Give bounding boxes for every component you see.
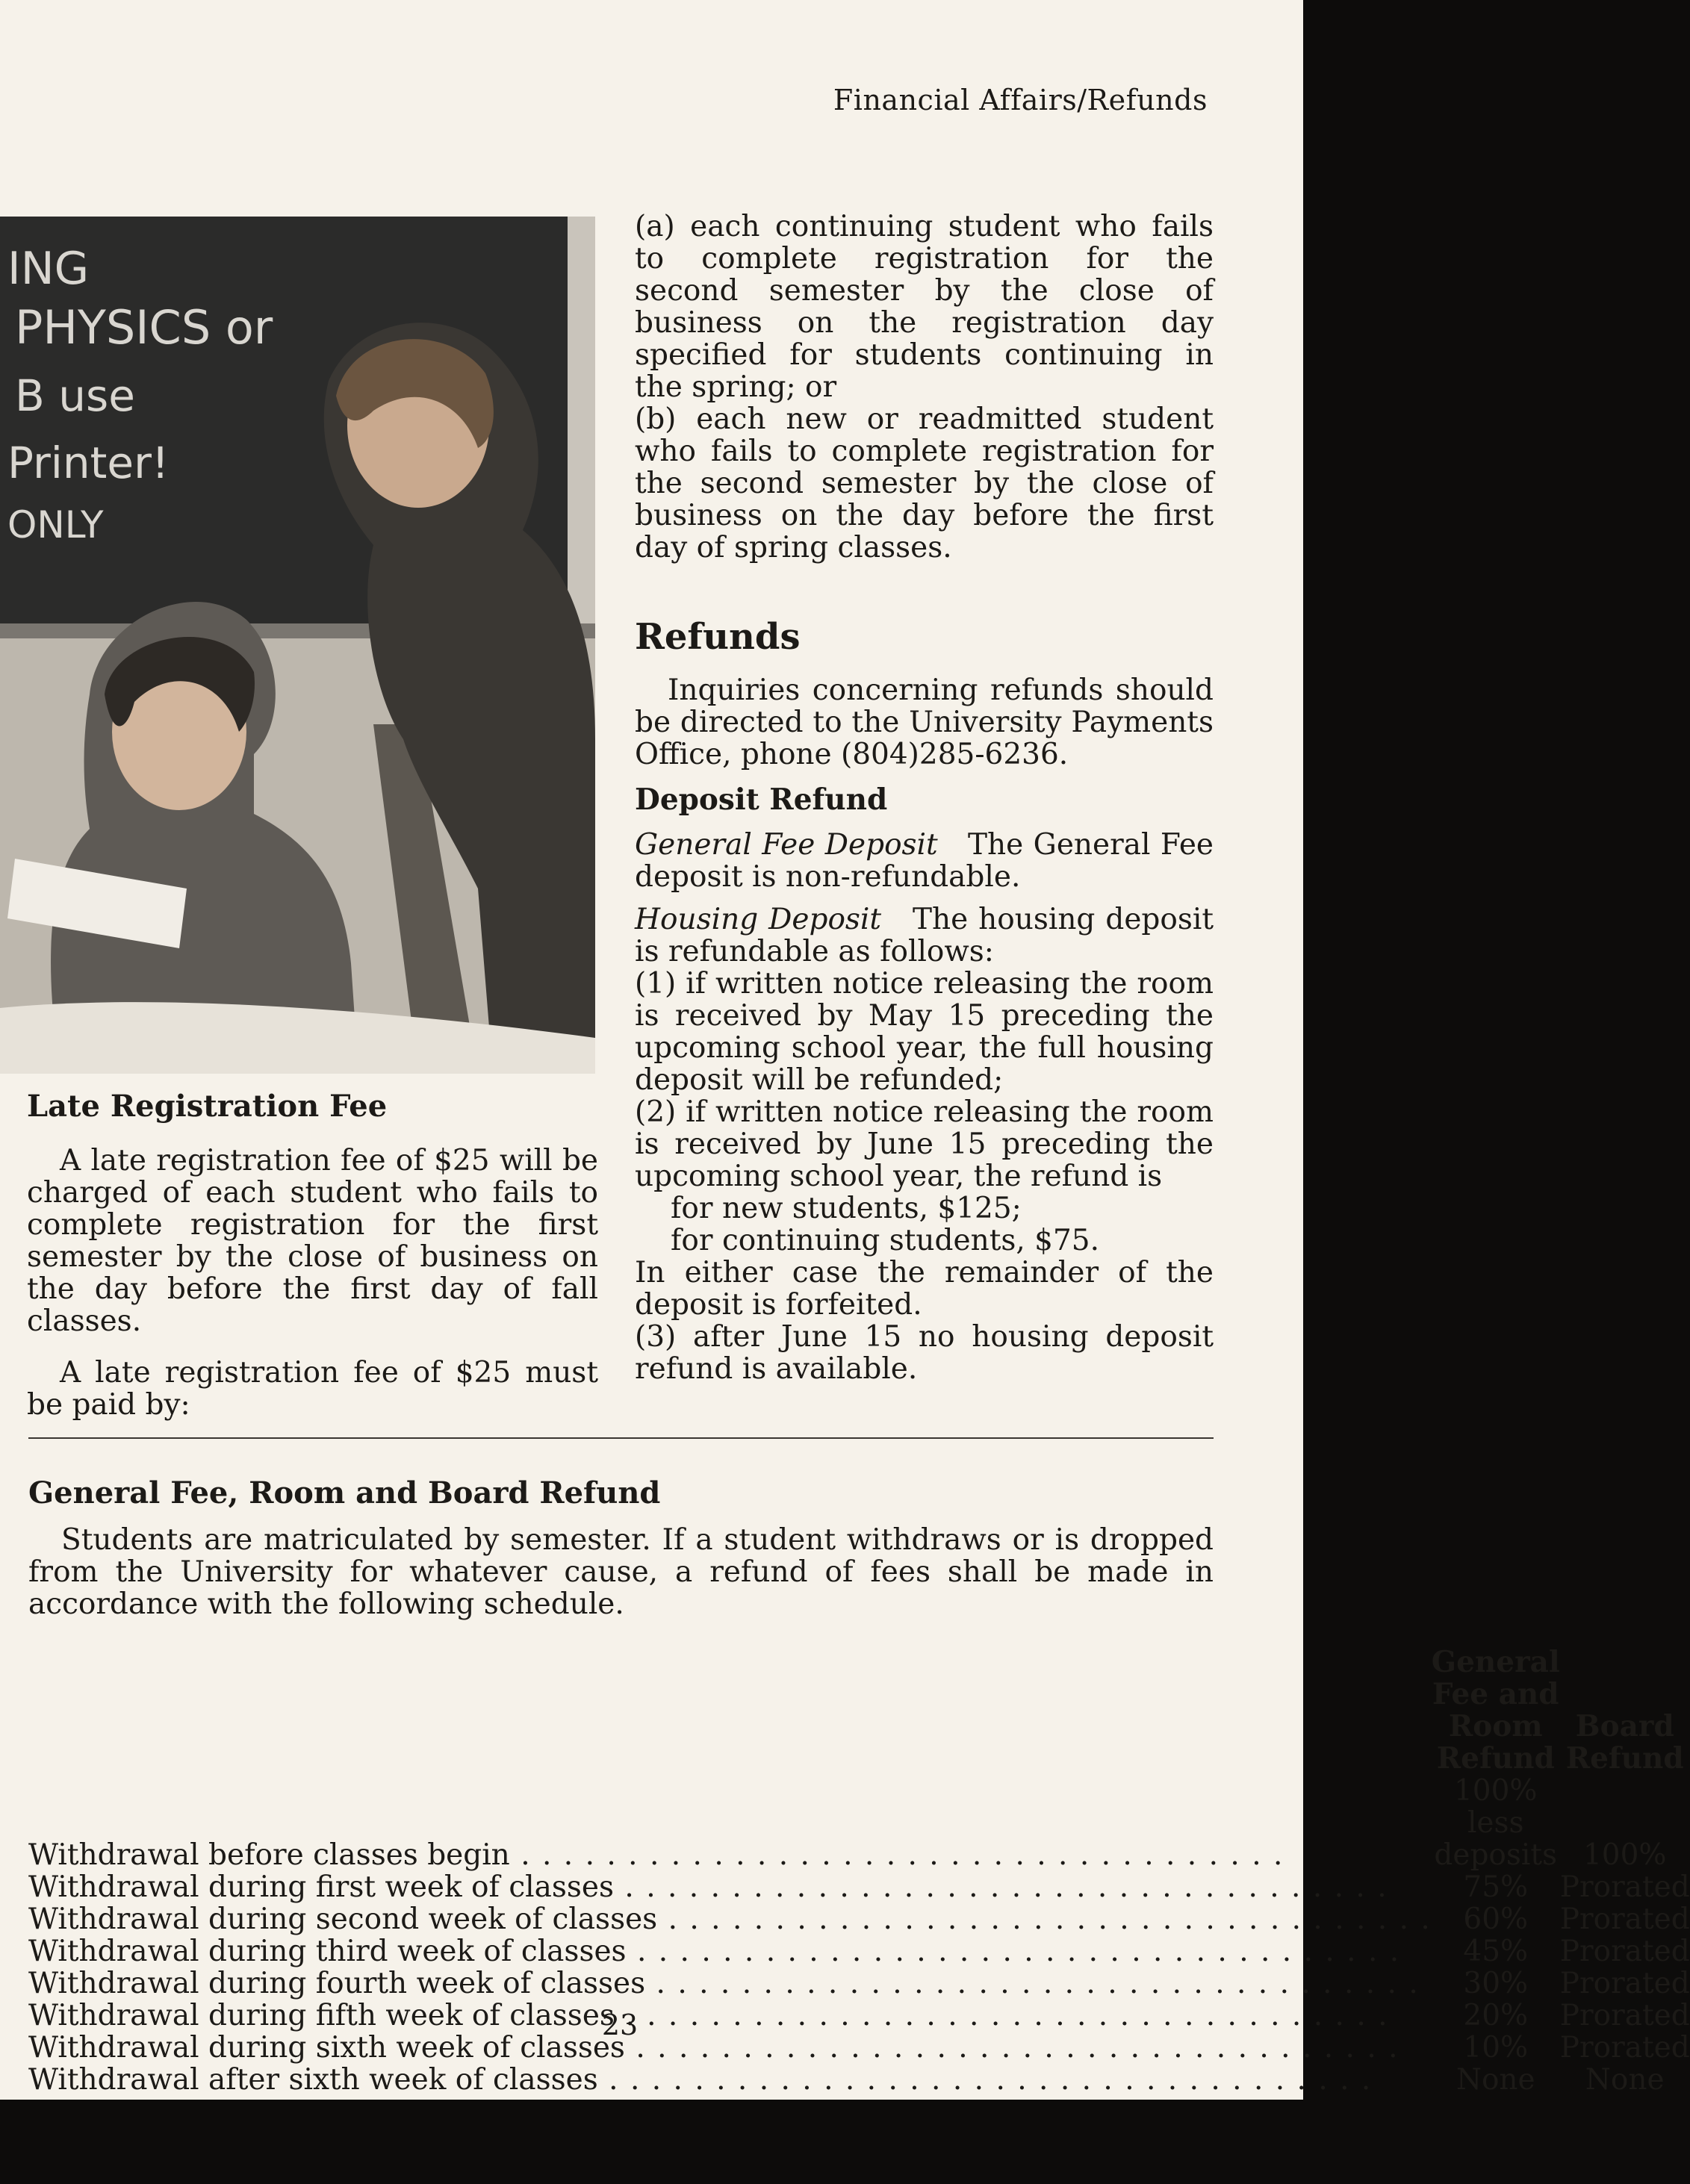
housing-item-3: (3) after June 15 no housing deposit refund is available. <box>635 1320 1214 1386</box>
chalk-line-2: PHYSICS or <box>15 300 273 355</box>
chalk-line-3: B use <box>15 370 135 421</box>
late-registration-paragraph-1: A late registration fee of $25 will be charged of each student who fails to complete registration for the first semester by the close of business on the day before the first day of fall classes. <box>27 1144 598 1338</box>
refunds-intro: Inquiries concerning refunds should be directed to the University Payments Office, phone (804)285-6236. <box>635 673 1214 771</box>
table-row: Withdrawal before classes begin . . . 100% less deposits 100% <box>28 1775 1690 1871</box>
table-row: Withdrawal during third week of classes . . . 45% Prorated <box>28 1935 1690 1967</box>
classroom-photo-graphic <box>0 217 595 1074</box>
table-row: Withdrawal during fourth week of classes . . . 30% Prorated <box>28 1967 1690 2000</box>
table-row: Withdrawal after sixth week of classes . . . None None <box>28 2064 1690 2096</box>
late-registration-section <box>27 1089 598 1421</box>
chalk-line-5: ONLY <box>7 503 104 547</box>
housing-deposit-paragraph <box>635 903 1214 968</box>
section-divider <box>28 1437 1214 1439</box>
late-registration-item-b: (b) each new or readmitted student who fails to complete registration for the second semester by the close of business on the day before the first day of spring classes. <box>635 402 1214 564</box>
page-number: 23 <box>601 2009 639 2041</box>
board-column-header: Board Refund <box>1565 1709 1684 1776</box>
late-registration-heading: Late Registration Fee <box>27 1089 388 1124</box>
refunds-heading: Refunds <box>635 616 801 658</box>
table-row: Withdrawal during fifth week of classes . . . 20% Prorated <box>28 2000 1690 2032</box>
deposit-refund-heading: Deposit Refund <box>635 783 888 817</box>
general-fee-deposit-paragraph <box>635 829 1214 893</box>
right-column <box>635 211 1214 1385</box>
housing-deposit-label: Housing Deposit <box>635 903 882 936</box>
general-refund-text: Students are matriculated by semester. If a student withdraws or is dropped from the University for whatever cause, a refund of fees shall be made in accordance with the following schedule. <box>28 1523 1214 1621</box>
general-fee-deposit-text: The General Fee deposit is non-refundable. <box>635 828 1214 894</box>
general-fee-deposit-label: General Fee Deposit <box>635 828 938 862</box>
table-row: Withdrawal during second week of classes . . . 60% Prorated <box>28 1903 1690 1935</box>
general-refund-heading: General Fee, Room and Board Refund <box>28 1475 661 1511</box>
running-header: Financial Affairs/Refunds <box>833 84 1208 116</box>
classroom-photo <box>0 217 595 1074</box>
chalk-line-4: Printer! <box>7 438 170 488</box>
general-refund-section <box>28 1475 1214 1620</box>
housing-item-2c: In either case the remainder of the deposit is forfeited. <box>635 1256 1214 1322</box>
housing-deposit-text: The housing deposit is refundable as follows: <box>635 903 1214 968</box>
late-registration-item-a: (a) each continuing student who fails to complete registration for the second semester by the close of business on the registration day specified for students continuing in the spring; or <box>635 210 1214 404</box>
late-registration-paragraph-2: A late registration fee of $25 must be paid by: <box>27 1356 598 1422</box>
housing-item-1: (1) if written notice releasing the room is received by May 15 preceding the upcoming school year, the full housing deposit will be refunded; <box>635 967 1214 1097</box>
table-row: Withdrawal during first week of classes . . . 75% Prorated <box>28 1871 1690 1903</box>
housing-item-2: (2) if written notice releasing the room is received by June 15 preceding the upcoming school year, the refund is <box>635 1095 1214 1193</box>
housing-item-2a: for new students, $125; <box>671 1192 1022 1225</box>
housing-item-2b: for continuing students, $75. <box>671 1224 1100 1257</box>
table-row: Withdrawal during sixth week of classes . . . 10% Prorated <box>28 2032 1690 2064</box>
fee-column-header: General Fee and Room Refund <box>1431 1645 1560 1776</box>
chalk-line-1: ING <box>7 243 90 295</box>
